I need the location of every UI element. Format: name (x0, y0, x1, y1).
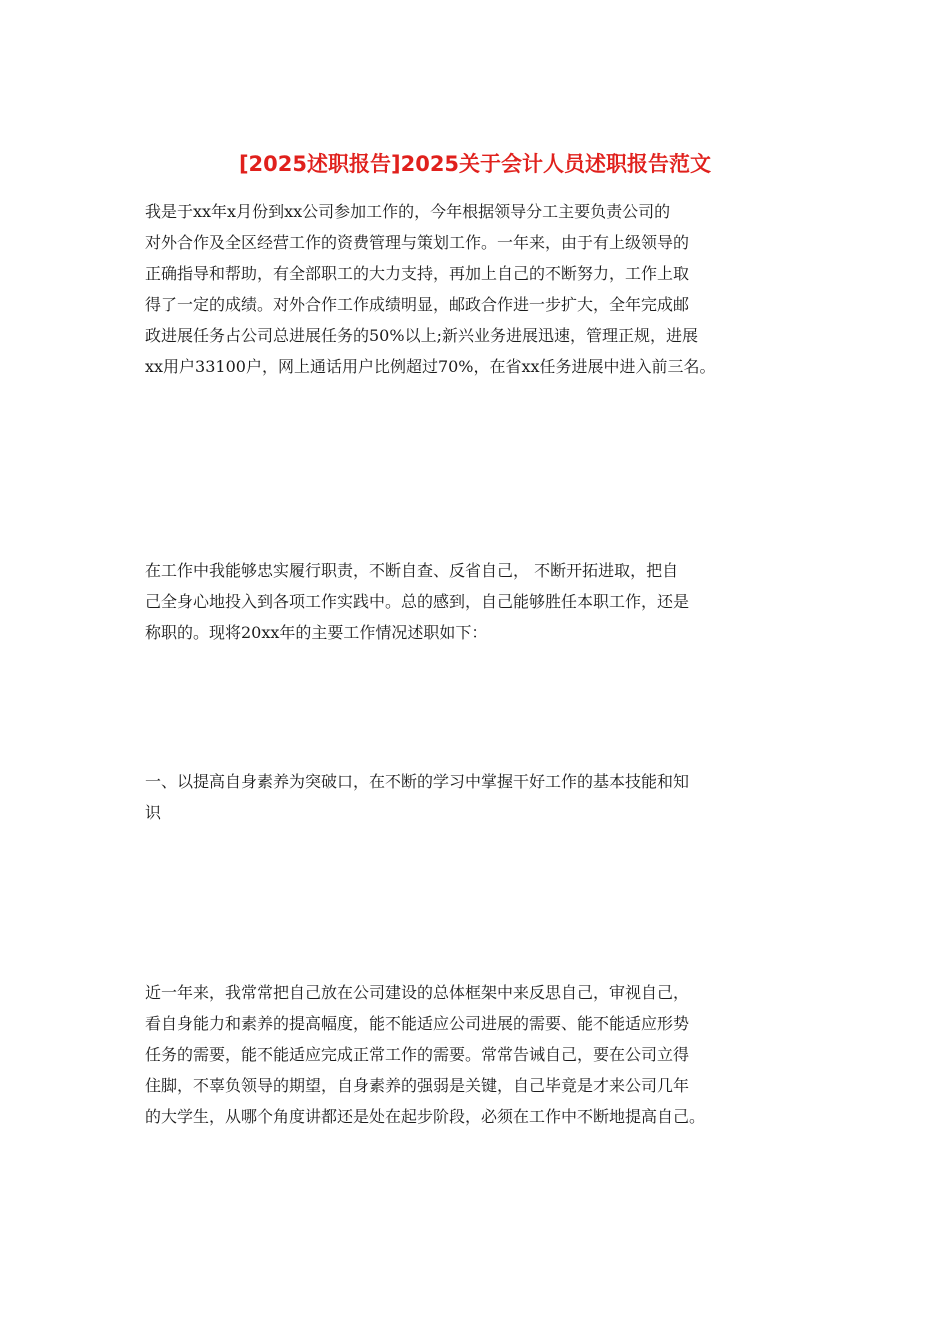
paragraph-line: 识 (145, 803, 162, 822)
paragraph-line: 任务的需要，能不能适应完成正常工作的需要。常常告诫自己，要在公司立得 (145, 1045, 690, 1064)
paragraph-line: 己全身心地投入到各项工作实践中。总的感到，自己能够胜任本职工作，还是 (145, 592, 690, 611)
paragraph-intro (145, 196, 815, 382)
paragraph-line: 看自身能力和素养的提高幅度，能不能适应公司进展的需要、能不能适应形势 (145, 1014, 690, 1033)
paragraph-line: 一、以提高自身素养为突破口，在不断的学习中掌握干好工作的基本技能和知 (145, 772, 690, 791)
paragraph-line: 我是于xx年x月份到xx公司参加工作的，今年根据领导分工主要负责公司的 (145, 202, 671, 221)
paragraph-line: 的大学生，从哪个角度讲都还是处在起步阶段，必须在工作中不断地提高自己。 (145, 1107, 706, 1126)
paragraph-line: 近一年来，我常常把自己放在公司建设的总体框架中来反思自己，审视自己， (145, 983, 690, 1002)
paragraph-line: 称职的。现将20xx年的主要工作情况述职如下： (145, 623, 488, 642)
paragraph-line: 正确指导和帮助，有全部职工的大力支持，再加上自己的不断努力，工作上取 (145, 264, 690, 283)
paragraph-line: 得了一定的成绩。对外合作工作成绩明显，邮政合作进一步扩大，全年完成邮 (145, 295, 690, 314)
paragraph-line: 对外合作及全区经营工作的资费管理与策划工作。一年来，由于有上级领导的 (145, 233, 690, 252)
section-heading-1 (145, 766, 815, 828)
paragraph-duties (145, 555, 815, 648)
paragraph-self-reflection (145, 977, 815, 1132)
paragraph-line: 住脚，不辜负领导的期望，自身素养的强弱是关键，自己毕竟是才来公司几年 (145, 1076, 690, 1095)
paragraph-line: 在工作中我能够忠实履行职责，不断自查、反省自己， 不断开拓进取，把自 (145, 561, 679, 580)
paragraph-line: 政进展任务占公司总进展任务的50%以上;新兴业务进展迅速，管理正规，进展 (145, 326, 698, 345)
paragraph-line: xx用户33100户，网上通话用户比例超过70%，在省xx任务进展中进入前三名。 (145, 357, 716, 376)
document-title: [2025述职报告]2025关于会计人员述职报告范文 (238, 152, 712, 176)
